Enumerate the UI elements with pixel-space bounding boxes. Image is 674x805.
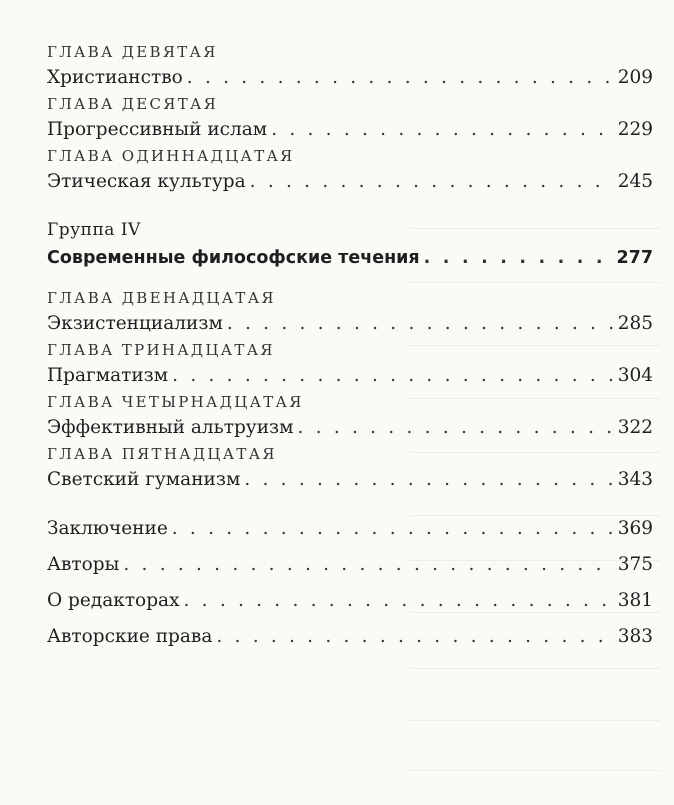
entry-title: Христианство xyxy=(47,67,183,88)
dot-leader xyxy=(424,244,613,272)
entry-title: Этическая культура xyxy=(47,171,246,192)
dot-leader xyxy=(172,362,614,390)
table-of-contents xyxy=(47,40,653,655)
entry-page-number: 343 xyxy=(617,469,653,490)
toc-entry[interactable] xyxy=(47,414,653,442)
entry-title: О редакторах xyxy=(47,590,180,611)
group-title: Современные философские течения xyxy=(47,248,420,268)
entry-page-number: 245 xyxy=(617,171,653,192)
dot-leader xyxy=(184,583,614,619)
entry-page-number: 383 xyxy=(617,626,653,647)
dot-leader xyxy=(271,116,613,144)
entry-page-number: 322 xyxy=(617,417,653,438)
chapter-label: ГЛАВА ПЯТНАДЦАТАЯ xyxy=(47,445,277,463)
entry-page-number: 209 xyxy=(617,67,653,88)
entry-title: Авторы xyxy=(47,554,120,575)
chapter-label: ГЛАВА ДВЕНАДЦАТАЯ xyxy=(47,289,276,307)
entry-title: Светский гуманизм xyxy=(47,469,241,490)
dot-leader xyxy=(123,547,613,583)
back-matter-entry[interactable] xyxy=(47,547,653,583)
entry-page-number: 304 xyxy=(617,365,653,386)
entry-page-number: 375 xyxy=(617,554,653,575)
entry-title: Заключение xyxy=(47,518,168,539)
back-matter-entry[interactable] xyxy=(47,583,653,619)
toc-entry[interactable] xyxy=(47,310,653,338)
entry-title: Прогрессивный ислам xyxy=(47,119,268,140)
entry-title: Прагматизм xyxy=(47,365,169,386)
toc-entry[interactable] xyxy=(47,466,653,494)
entry-page-number: 369 xyxy=(617,518,653,539)
toc-entry[interactable] xyxy=(47,168,653,196)
dot-leader xyxy=(298,414,614,442)
group-label: Группа IV xyxy=(47,220,141,240)
dot-leader xyxy=(250,168,614,196)
group-entry[interactable] xyxy=(47,244,653,272)
toc-entry[interactable] xyxy=(47,362,653,390)
chapter-label: ГЛАВА ОДИННАДЦАТАЯ xyxy=(47,147,295,165)
group-page-number: 277 xyxy=(616,248,653,268)
back-matter-entry[interactable] xyxy=(47,619,653,655)
chapter-label: ГЛАВА ДЕВЯТАЯ xyxy=(47,43,218,61)
entry-title: Эффективный альтруизм xyxy=(47,417,294,438)
chapter-label: ГЛАВА ЧЕТЫРНАДЦАТАЯ xyxy=(47,393,304,411)
entry-title: Экзистенциализм xyxy=(47,313,223,334)
back-matter-entry[interactable] xyxy=(47,511,653,547)
dot-leader xyxy=(244,466,613,494)
dot-leader xyxy=(216,619,613,655)
entry-title: Авторские права xyxy=(47,626,213,647)
chapter-label: ГЛАВА ДЕСЯТАЯ xyxy=(47,95,219,113)
entry-page-number: 285 xyxy=(617,313,653,334)
entry-page-number: 229 xyxy=(617,119,653,140)
dot-leader xyxy=(227,310,614,338)
chapter-label: ГЛАВА ТРИНАДЦАТАЯ xyxy=(47,341,275,359)
dot-leader xyxy=(187,64,614,92)
entry-page-number: 381 xyxy=(617,590,653,611)
toc-entry[interactable] xyxy=(47,64,653,92)
toc-entry[interactable] xyxy=(47,116,653,144)
dot-leader xyxy=(172,511,614,547)
